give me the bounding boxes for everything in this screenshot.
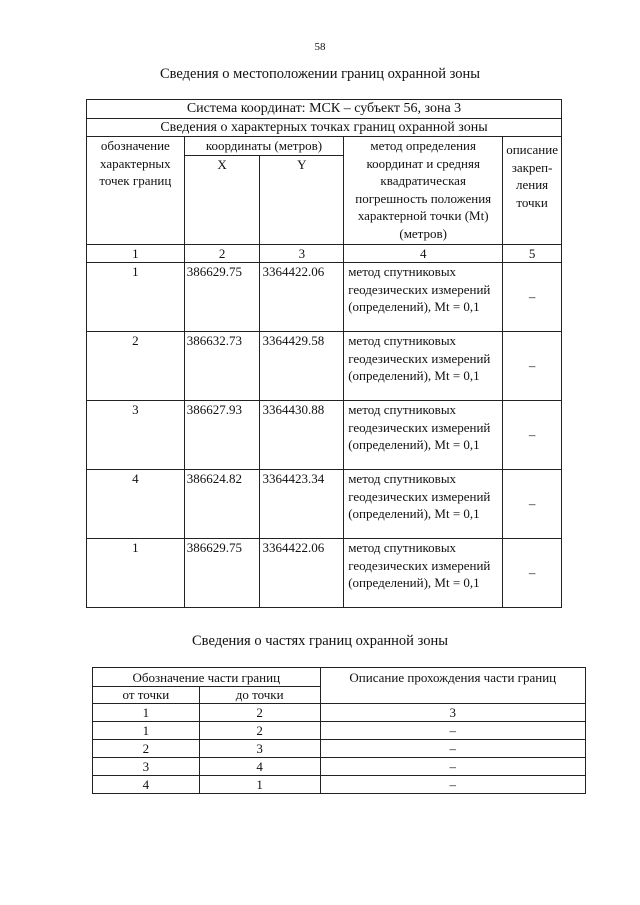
from-point: 1 bbox=[93, 722, 200, 740]
x-coordinate: 386627.93 bbox=[184, 401, 260, 470]
point-id: 1 bbox=[87, 263, 185, 332]
description-cell: – bbox=[503, 539, 562, 608]
column-number: 2 bbox=[199, 704, 320, 722]
x-coordinate: 386629.75 bbox=[184, 263, 260, 332]
method-cell: метод спутниковых геодезических измерений (определений), Mt = 0,1 bbox=[344, 332, 503, 401]
from-point: 4 bbox=[93, 776, 200, 794]
description-cell: – bbox=[503, 401, 562, 470]
coord-system-header: Система координат: МСК – субъект 56, зона 3 bbox=[87, 100, 562, 119]
from-point: 2 bbox=[93, 740, 200, 758]
x-coordinate: 386632.73 bbox=[184, 332, 260, 401]
method-cell: метод спутниковых геодезических измерений (определений), Mt = 0,1 bbox=[344, 539, 503, 608]
from-point-header: от точки bbox=[93, 687, 200, 704]
passage-description-header: Описание прохождения части границ bbox=[320, 668, 585, 704]
point-id: 2 bbox=[87, 332, 185, 401]
part-designation-header: Обозначение части границ bbox=[93, 668, 321, 687]
method-cell: метод спутниковых геодезических измерений (определений), Mt = 0,1 bbox=[344, 470, 503, 539]
y-coordinate: 3364430.88 bbox=[260, 401, 344, 470]
method-header: метод определения координат и средняя квадратическая погрешность положения характерной точки (Mt) (метров) bbox=[344, 137, 503, 245]
page-number: 58 bbox=[314, 41, 326, 53]
column-number: 2 bbox=[184, 244, 260, 263]
characteristic-points-table bbox=[86, 99, 562, 608]
description-header: описание закреп-ления точки bbox=[503, 137, 562, 245]
table-row bbox=[93, 776, 586, 794]
to-point: 1 bbox=[199, 776, 320, 794]
y-coordinate: 3364422.06 bbox=[260, 539, 344, 608]
point-id: 3 bbox=[87, 401, 185, 470]
y-header: Y bbox=[260, 155, 344, 244]
column-number: 3 bbox=[260, 244, 344, 263]
to-point: 4 bbox=[199, 758, 320, 776]
column-number: 1 bbox=[93, 704, 200, 722]
table-row bbox=[87, 332, 562, 401]
table-row bbox=[87, 539, 562, 608]
x-header: X bbox=[184, 155, 260, 244]
point-id: 1 bbox=[87, 539, 185, 608]
designation-header: обозначение характерных точек границ bbox=[87, 137, 185, 245]
passage-description: – bbox=[320, 776, 585, 794]
section-title-parts: Сведения о частях границ охранной зоны bbox=[192, 633, 448, 649]
column-number: 3 bbox=[320, 704, 585, 722]
y-coordinate: 3364422.06 bbox=[260, 263, 344, 332]
y-coordinate: 3364429.58 bbox=[260, 332, 344, 401]
column-number: 5 bbox=[503, 244, 562, 263]
description-cell: – bbox=[503, 470, 562, 539]
to-point: 3 bbox=[199, 740, 320, 758]
from-point: 3 bbox=[93, 758, 200, 776]
characteristic-points-header: Сведения о характерных точках границ охранной зоны bbox=[87, 118, 562, 137]
passage-description: – bbox=[320, 722, 585, 740]
table-row bbox=[87, 401, 562, 470]
passage-description: – bbox=[320, 740, 585, 758]
boundary-parts-table bbox=[92, 667, 586, 794]
x-coordinate: 386629.75 bbox=[184, 539, 260, 608]
column-number: 1 bbox=[87, 244, 185, 263]
description-cell: – bbox=[503, 332, 562, 401]
section-title-location: Сведения о местоположении границ охранной зоны bbox=[159, 66, 480, 82]
to-point: 2 bbox=[199, 722, 320, 740]
point-id: 4 bbox=[87, 470, 185, 539]
table-row bbox=[87, 263, 562, 332]
column-number: 4 bbox=[344, 244, 503, 263]
passage-description: – bbox=[320, 758, 585, 776]
table-row bbox=[93, 722, 586, 740]
to-point-header: до точки bbox=[199, 687, 320, 704]
x-coordinate: 386624.82 bbox=[184, 470, 260, 539]
y-coordinate: 3364423.34 bbox=[260, 470, 344, 539]
method-cell: метод спутниковых геодезических измерений (определений), Mt = 0,1 bbox=[344, 401, 503, 470]
coords-header: координаты (метров) bbox=[184, 137, 344, 156]
description-cell: – bbox=[503, 263, 562, 332]
method-cell: метод спутниковых геодезических измерений (определений), Mt = 0,1 bbox=[344, 263, 503, 332]
table-row bbox=[93, 758, 586, 776]
table-row bbox=[87, 470, 562, 539]
table-row bbox=[93, 740, 586, 758]
